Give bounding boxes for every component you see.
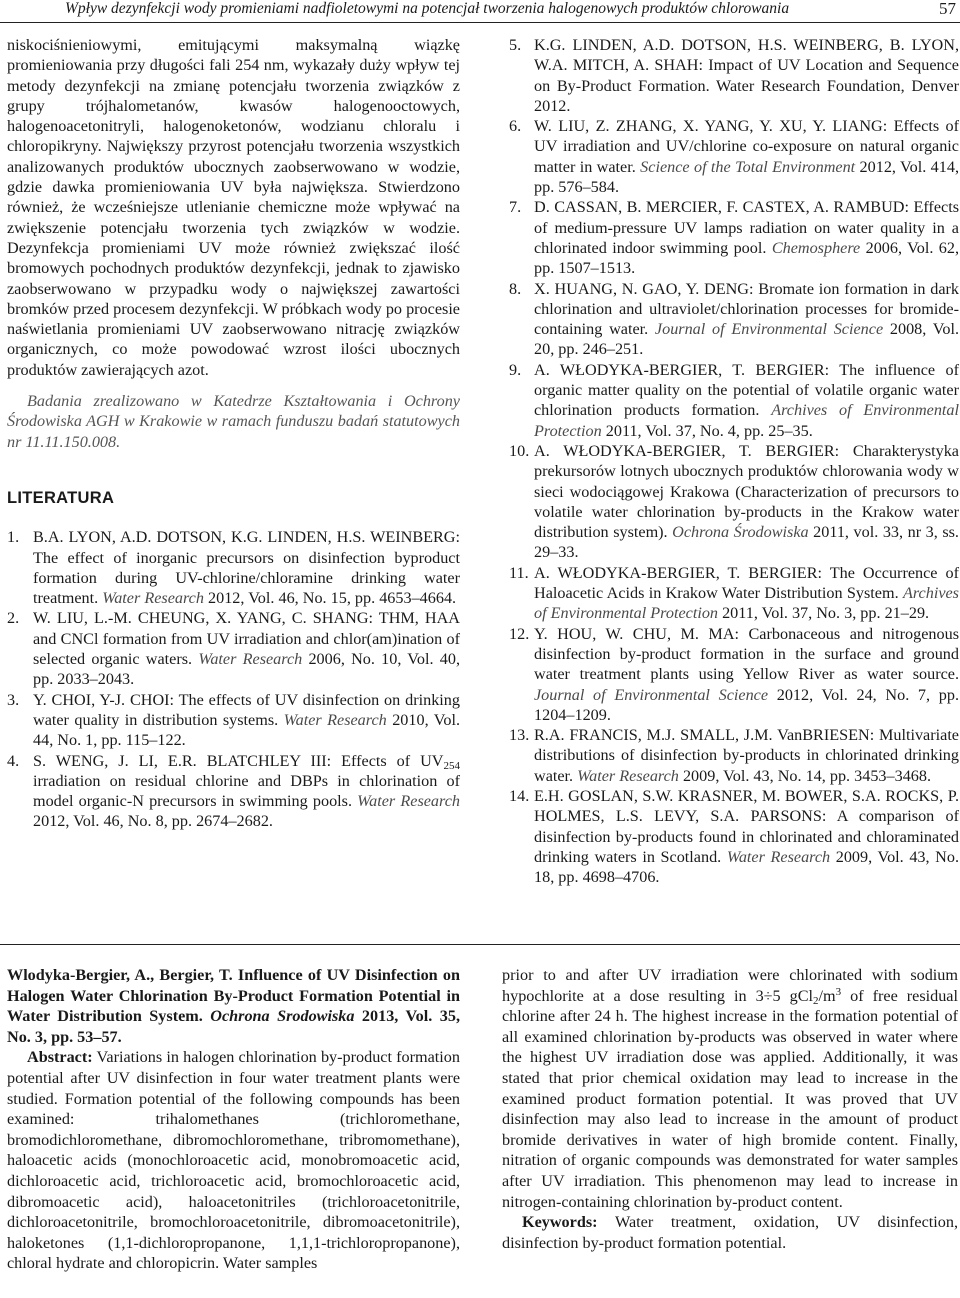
abstract-citation [7,965,460,1047]
page-number: 57 [939,0,956,18]
reference-text: E.H. GOSLAN, S.W. KRASNER, M. BOWER, S.A. ROCKS, P. HOLMES, L.S. LEVY, S.A. PARSONS: A comparison of disinfection by-products found in chlorinated and chloraminated drinking waters in Scotland. Water Research 2009, Vol. 43, No. 18, pp. 4698–4706. [534,786,960,887]
acknowledgement: Badania zrealizowano w Katedrze Kształtowania i Ochrony Środowiska AGH w Krakowie w ramach funduszu badań statutowych nr 11.11.150.008. [7,392,460,451]
subscript: 2 [813,994,819,1007]
superscript: 3 [835,985,842,998]
abstract-body-right-a: prior to and after UV irradiation were chlorinated with sodium hypochlorite at a dose resulting in 3÷5 gCl [502,966,958,1005]
reference-text: A. WŁODYKA-BERGIER, T. BERGIER: The influence of organic matter quality on the potential of volatile organic water chlorination products formation. Archives of Environmental Protection 2011, Vol. 37, No. 4, pp. 25–35. [534,360,959,440]
running-header [0,0,960,23]
reference-journal: Water Research [198,650,303,669]
abstract-left [7,965,460,1274]
abstract-text-left [7,1047,460,1274]
reference-text: A. WŁODYKA-BERGIER, T. BERGIER: Charakterystyka prekursorów lotnych ubocznych produktów chlorowania wody w sieci wodociągowej Krakowa (Characterization of precursors to volatile water chlorination by-products in the Krakow water distribution system). Ochrona Środowiska 2011, vol. 33, nr 3, ss. 29–33. [534,441,959,562]
running-title: Wpływ dezynfekcji wody promieniami nadfioletowymi na potencjał tworzenia halogenowych produktów chlorowania [65,0,790,17]
reference-journal: Chemosphere [771,238,861,257]
reference-number: 1. [7,528,20,547]
reference-journal: Water Research [726,847,831,866]
reference-item [509,725,959,786]
abstract-body-right-b: of free residual chlorine after 24 h. The highest increase in the formation potential of all examined chlorination by-products was observed in water where the highest UV irradiation dose was applied. Additionally, it was stated that prior chemical oxidation may lead to increase in the examined product formation potential. It was proved that UV disinfection may also lead to increase in the amount of product bromide derivatives in water of high bromide content. Finally, nitration of organic compounds was demonstrated for water samples after UV irradiation. This phenomenon may lead to increase in nitrogen-containing chlorination by-product content. [502,986,958,1211]
reference-journal: Water Research [283,710,387,729]
keywords-text: Water treatment, oxidation, UV disinfection, disinfection by-product formation potential. [502,1213,958,1252]
citation-details: 2013, Vol. 35, No. 3, pp. 53–57. [7,1007,461,1046]
reference-number: 2. [7,609,20,628]
literature-heading: LITERATURA [7,488,115,507]
left-column [7,35,460,832]
reference-journal: Archives of Environmental Protection [534,401,959,440]
reference-number: 7. [509,198,522,217]
reference-item [509,360,959,441]
reference-number: 10. [509,441,530,460]
reference-item [509,116,959,197]
citation-authors-title: Wlodyka-Bergier, A., Bergier, T. Influence of UV Disinfection on Halogen Water Chlorination By-Product Formation Potential in Water Distribution System. [7,966,460,1026]
reference-number: 13. [509,726,530,745]
reference-item [509,279,959,360]
keywords [502,1212,958,1253]
reference-item [509,624,959,725]
keywords-label: Keywords: [522,1213,598,1232]
reference-text: D. CASSAN, B. MERCIER, F. CASTEX, A. RAMBUD: Effects of medium-pressure UV lamps radiation on water quality in a chlorinated indoor swimming pool. Chemosphere 2006, Vol. 62, pp. 1507–1513. [534,198,959,278]
reference-number: 3. [7,690,20,709]
reference-text: X. HUANG, N. GAO, Y. DENG: Bromate ion formation in dark chlorination and ultraviolet/chlorination processes for bromide-containing water. Journal of Environmental Science 2008, Vol. 20, pp. 246–251. [534,279,959,359]
reference-journal: Ochrona Środowiska [672,523,809,542]
reference-item [7,527,460,608]
reference-journal: Water Research [102,589,204,608]
reference-item [7,751,460,832]
reference-item [509,197,959,278]
reference-text: Y. CHOI, Y-J. CHOI: The effects of UV disinfection on drinking water quality in distribution systems. Water Research 2010, Vol. 44, No. 1, pp. 115–122. [33,690,460,750]
reference-text: W. LIU, Z. ZHANG, X. YANG, Y. XU, Y. LIANG: Effects of UV irradiation and UV/chlorine co-exposure on natural organic matter in water. Science of the Total Environment 2012, Vol. 414, pp. 576–584. [534,117,959,197]
reference-number: 11. [509,563,529,582]
subscript: 254 [443,759,460,772]
abstract-text-right [502,965,958,1212]
reference-item [509,35,959,116]
body-paragraph: niskociśnieniowymi, emitującymi maksymalną wiązkę promieniowania przy długości fali 254 nm, wykazały duży wpływ tej metody dezynfekcji na zmianę potencjału tworzenia związków z grupy trójhalometanów, kwasów halogenooctowych, halogenoacetonitryli, halogenoketonów, wodzianu chloralu i chloropikryny. Największy przyrost potencjału tworzenia wszystkich analizowanych produktów ubocznych zaobserwowano w wodzie, gdzie dawka promieniowania UV była największa. Stwierdzono również, że wcześniejsze utlenianie chemiczne może wpływać na zwiększenie potencjału tworzenia tych związków w wodzie. Dezynfekcja promieniami UV może również zwiększać ilość bromowych pochodnych produktów dezynfekcji, jednak to zjawisko zaobserwowano w przypadku wody o największej zawartości bromków przed procesem dezynfekcji. W próbkach wody po procesie naświetlania promieniami UV zaobserwowano nitrację związków organicznych, co może powodować wzrost ilości ubocznych produktów zawierających azot. [7,36,460,379]
reference-text: W. LIU, L.-M. CHEUNG, X. YANG, C. SHANG: THM, HAA and CNCl formation from UV irradiation and chlor(am)ination of selected organic waters. Water Research 2006, No. 10, Vol. 40, pp. 2033–2043. [33,609,461,689]
reference-item [7,690,460,751]
abstract-right [502,965,958,1253]
reference-item [7,608,460,689]
reference-journal: Science of the Total Environment [640,157,856,176]
reference-text: K.G. LINDEN, A.D. DOTSON, H.S. WEINBERG, B. LYON, W.A. MITCH, A. SHAH: Impact of UV Location and Sequence on By-Product Formation. Water Research Foundation, Denver 2012. [534,36,959,115]
reference-number: 9. [509,360,522,379]
abstract-heading: Abstract: [27,1048,93,1067]
reference-number: 14. [509,786,530,805]
reference-item [509,563,959,624]
reference-text: S. WENG, J. LI, E.R. BLATCHLEY III: Effects of $UV_{254}$ irradiation on residual chlorine and DBPs in chlorination of model organic-N precursors in swimming pools. Water Research 2012, Vol. 46, No. 8, pp. 2674–2682. [33,751,461,831]
reference-journal: Water Research [357,792,461,811]
reference-journal: Journal of Environmental Science [654,320,884,339]
reference-number: 4. [7,751,20,770]
reference-number: 5. [509,36,522,54]
reference-item [509,786,959,887]
reference-journal: Journal of Environmental Science [534,685,769,704]
abstract-body-left: Variations in halogen chlorination by-product formation potential after UV disinfection in four water treatment plants were studied. Formation potential of the following compounds has been examined: trihalomethanes (trichloromethane, bromodichloromethane, dibromochloromethane, tribromomethane), haloacetic acids (monochloroacetic acid, monobromoacetic acid, dichloroacetic acid, trichloroacetic acid, bromochloroacetic acid, dibromoacetic acid), haloacetonitriles (trichloroacetonitrile, dichloroacetonitrile, bromochloroacetonitrile, dibromoacetonitrile), haloketones (1,1-dichloropropanone, 1,1,1-trichloropropanone), chloral hydrate and chloropicrin. Water samples [7,1048,460,1273]
reference-text: B.A. LYON, A.D. DOTSON, K.G. LINDEN, H.S. WEINBERG: The effect of inorganic precursors on disinfection byproduct formation during UV-chlorine/chloramine drinking water treatment. Water Research 2012, Vol. 46, No. 15, pp. 4653–4664. [33,528,460,608]
reference-journal: Water Research [577,766,679,785]
section-divider [0,944,960,945]
reference-number: 12. [509,624,530,643]
right-column [509,35,959,887]
reference-item [509,441,959,563]
reference-list-left [7,527,460,831]
reference-list-right [509,35,959,887]
reference-text: A. WŁODYKA-BERGIER, T. BERGIER: The Occurrence of Haloacetic Acids in Krakow Water Distribution System. Archives of Environmental Protection 2011, Vol. 37, No. 3, pp. 21–29. [534,563,959,623]
reference-number: 6. [509,117,522,136]
reference-number: 8. [509,279,522,298]
citation-journal: Ochrona Srodowiska [210,1007,355,1026]
reference-text: R.A. FRANCIS, M.J. SMALL, J.M. VanBRIESEN: Multivariate distributions of disinfection by-products in chlorinated drinking water. Water Research 2009, Vol. 43, No. 14, pp. 3453–3468. [534,726,959,785]
abstract-unit: /m [818,986,836,1005]
reference-text: Y. HOU, W. CHU, M. MA: Carbonaceous and nitrogenous disinfection by-product formation in the surface and ground water treatment plants using Yellow River as water source. Journal of Environmental Science 2012, Vol. 24, No. 7, pp. 1204–1209. [534,624,959,724]
reference-journal: Archives of Environmental Protection [534,584,959,623]
